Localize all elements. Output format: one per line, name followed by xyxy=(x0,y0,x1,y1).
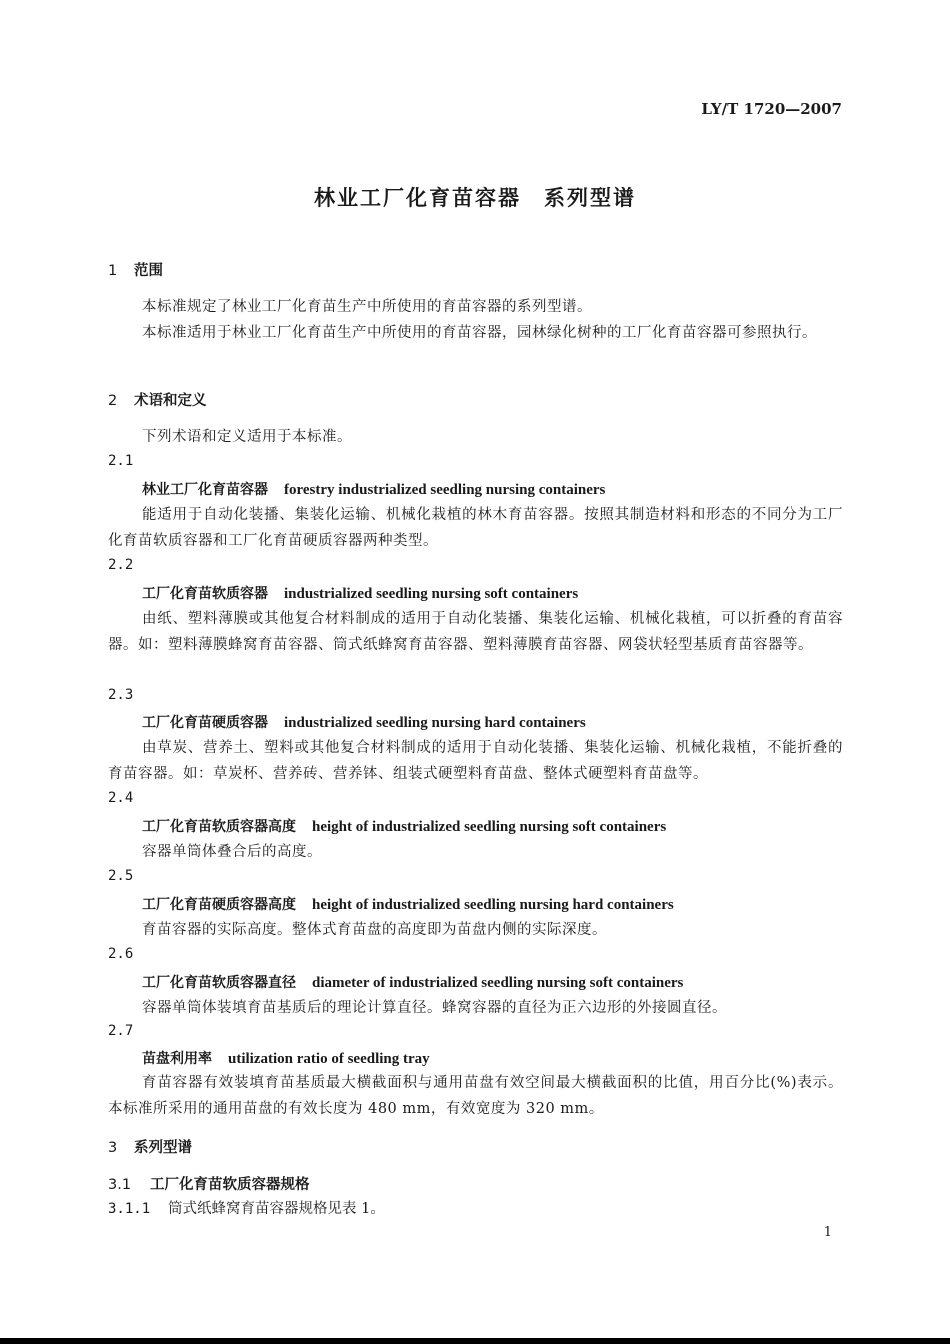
term-number: 2.7 xyxy=(108,1023,134,1039)
term-definition: 由草炭、营养土、塑料或其他复合材料制成的适用于自动化装播、集装化运输、机械化栽植，不能折叠的育苗容器。如：草炭杯、营养砖、营养钵、组装式硬塑料育苗盘、整体式硬塑料育苗盘等。 xyxy=(108,740,843,782)
section-title: 范围 xyxy=(134,263,163,279)
section-heading xyxy=(108,389,843,410)
term-en: industrialized seedling nursing hard containers xyxy=(284,715,586,731)
term-heading xyxy=(142,583,842,603)
term-zh: 林业工厂化育苗容器 xyxy=(142,482,268,498)
term-zh: 工厂化育苗硬质容器高度 xyxy=(142,897,296,913)
term-number: 2.4 xyxy=(108,790,134,806)
section-number: 2 xyxy=(108,393,118,409)
clause-number: 3.1.1 xyxy=(108,1201,151,1217)
term-zh: 工厂化育苗硬质容器 xyxy=(142,715,268,731)
term-definition: 育苗容器有效装填育苗基质最大横截面积与通用苗盘有效空间最大横截面积的比值，用百分比(%)表示。本标准所采用的通用苗盘的有效长度为 480 mm，有效宽度为 320 mm。 xyxy=(108,1075,843,1117)
bottom-edge-bar xyxy=(0,1338,950,1344)
section-number: 1 xyxy=(108,263,118,279)
term-heading xyxy=(142,894,842,914)
paragraph: 本标准适用于林业工厂化育苗生产中所使用的育苗容器，园林绿化树种的工厂化育苗容器可参照执行。 xyxy=(142,325,817,341)
term-en: industrialized seedling nursing soft containers xyxy=(284,586,579,602)
term-number: 2.3 xyxy=(108,687,134,703)
term-zh: 工厂化育苗软质容器直径 xyxy=(142,975,296,991)
term-heading xyxy=(142,972,842,992)
section-heading xyxy=(108,1136,843,1157)
term-definition: 由纸、塑料薄膜或其他复合材料制成的适用于自动化装播、集装化运输、机械化栽植，可以折叠的育苗容器。如：塑料薄膜蜂窝育苗容器、筒式纸蜂窝育苗容器、塑料薄膜育苗容器、网袋状轻型基质育苗容器等。 xyxy=(108,611,843,653)
clause-text: 筒式纸蜂窝育苗容器规格见表 1。 xyxy=(168,1201,385,1217)
subsection-title: 工厂化育苗软质容器规格 xyxy=(150,1177,310,1193)
term-definition: 能适用于自动化装播、集装化运输、机械化栽植的林木育苗容器。按照其制造材料和形态的不同分为工厂化育苗软质容器和工厂化育苗硬质容器两种类型。 xyxy=(108,507,843,549)
term-heading xyxy=(142,816,842,836)
term-number: 2.5 xyxy=(108,868,134,884)
term-heading xyxy=(142,712,842,732)
standard-code: LY/T 1720—2007 xyxy=(701,100,842,118)
clause xyxy=(108,1197,843,1218)
term-heading xyxy=(142,479,842,499)
term-en: diameter of industrialized seedling nursing soft containers xyxy=(312,975,684,991)
term-en: forestry industrialized seedling nursing containers xyxy=(284,482,606,498)
term-number: 2.6 xyxy=(108,946,134,962)
subsection-heading xyxy=(108,1173,843,1194)
term-en: height of industrialized seedling nursing hard containers xyxy=(312,897,674,913)
subsection-number: 3.1 xyxy=(108,1177,132,1193)
term-number: 2.2 xyxy=(108,557,134,573)
paragraph: 下列术语和定义适用于本标准。 xyxy=(142,429,352,445)
term-en: height of industrialized seedling nursing soft containers xyxy=(312,819,667,835)
term-zh: 工厂化育苗软质容器 xyxy=(142,586,268,602)
term-zh: 工厂化育苗软质容器高度 xyxy=(142,819,296,835)
paragraph: 本标准规定了林业工厂化育苗生产中所使用的育苗容器的系列型谱。 xyxy=(142,299,592,315)
term-heading xyxy=(142,1048,842,1068)
section-number: 3 xyxy=(108,1140,118,1156)
term-en: utilization ratio of seedling tray xyxy=(228,1051,430,1067)
document-title: 林业工厂化育苗容器 系列型谱 xyxy=(314,186,636,210)
section-title: 系列型谱 xyxy=(134,1140,192,1156)
section-title: 术语和定义 xyxy=(134,393,207,409)
page-number: 1 xyxy=(823,1225,832,1240)
section-heading xyxy=(108,259,843,280)
term-definition: 容器单筒体叠合后的高度。 xyxy=(142,844,322,860)
term-zh: 苗盘利用率 xyxy=(142,1051,212,1067)
term-number: 2.1 xyxy=(108,453,134,469)
term-definition: 容器单筒体装填育苗基质后的理论计算直径。蜂窝容器的直径为正六边形的外接圆直径。 xyxy=(142,1000,727,1016)
term-definition: 育苗容器的实际高度。整体式育苗盘的高度即为苗盘内侧的实际深度。 xyxy=(142,922,607,938)
